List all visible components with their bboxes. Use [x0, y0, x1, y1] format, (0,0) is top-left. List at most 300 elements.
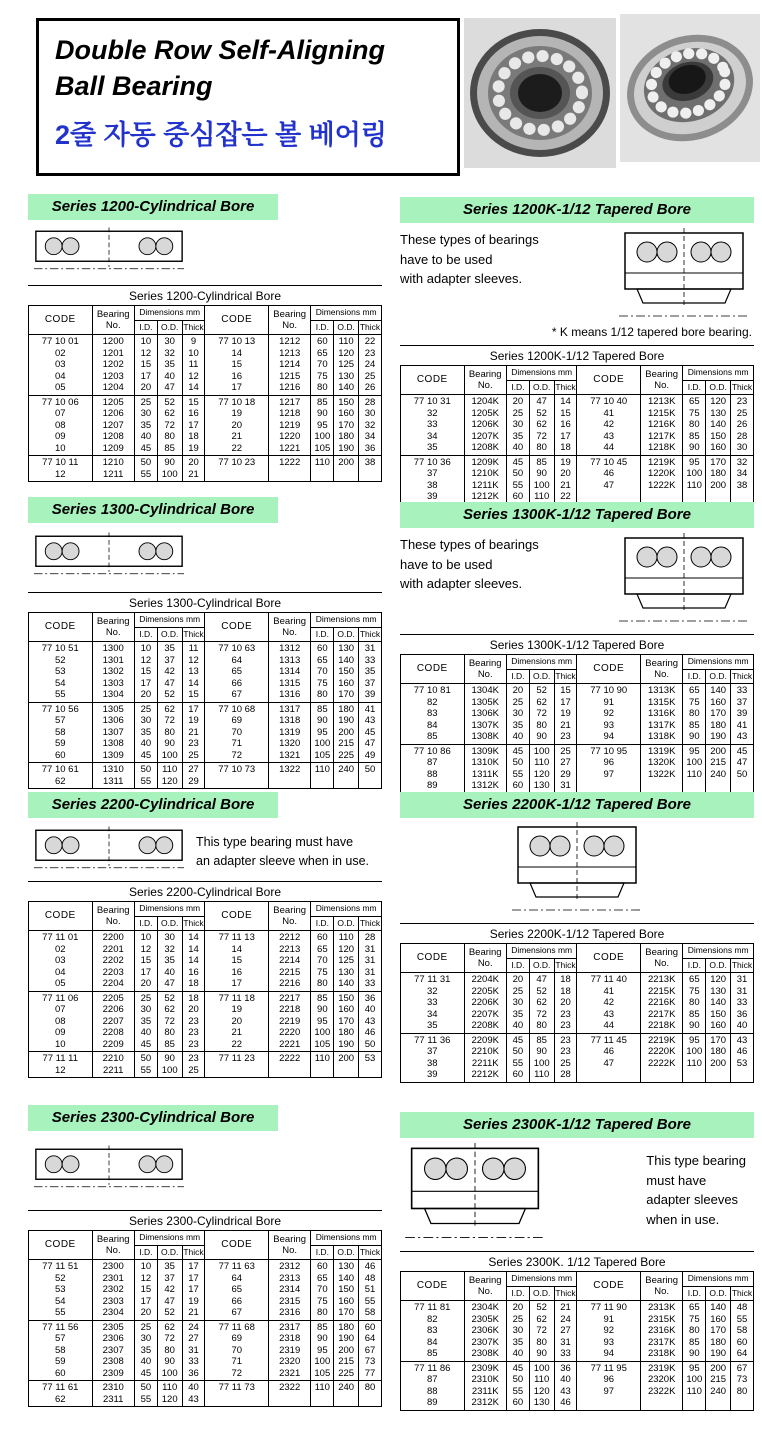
bearing-no-cell: 2300 2301 2302 2303 2304 — [92, 1260, 134, 1321]
od-cell: 140 160 170 180 190 — [706, 684, 731, 745]
col-header-id: I.D. — [311, 627, 334, 642]
diagram-and-note — [28, 823, 382, 875]
spec-row-group — [401, 744, 754, 793]
spec-table-2300 — [28, 1230, 382, 1407]
od-cell: 52 62 72 80 90 — [529, 1301, 554, 1362]
col-header-id: I.D. — [506, 669, 529, 684]
id-cell: 60 65 70 75 80 — [311, 335, 334, 396]
spec-row-group — [401, 1301, 754, 1362]
bearing-cross-section-icon — [34, 226, 184, 274]
code-cell: 77 11 90 91 92 93 94 — [577, 1301, 641, 1362]
table-title-1300k: Series 1300K-1/12 Tapered Bore — [400, 634, 754, 654]
col-header-code: CODE — [401, 655, 465, 684]
page-title-korean: 2줄 자동 중심잡는 볼 베어링 — [55, 120, 387, 151]
bearing-cross-section-icon — [34, 1137, 184, 1199]
col-header-thick: Thick — [731, 669, 754, 684]
id-cell: 65 75 80 85 90 — [683, 684, 706, 745]
od-cell: 150 160 170 180 190 — [334, 991, 359, 1052]
thick-cell: 15 17 19 21 23 — [554, 684, 577, 745]
section-2200 — [28, 792, 382, 1078]
thick-cell: 20 21 — [182, 456, 205, 482]
bearing-no-cell: 2200 2201 2202 2203 2204 — [92, 931, 134, 992]
diagram-wrap — [34, 529, 382, 586]
od-cell: 100 110 120 130 — [529, 1361, 554, 1410]
id-cell: 10 12 15 17 20 — [134, 642, 157, 703]
col-header-dimensions: Dimensions mm — [506, 366, 577, 381]
note-line: when in use. — [646, 1211, 720, 1227]
thick-cell: 24 27 31 33 36 — [182, 1320, 205, 1381]
bearing-no-cell: 2313K 2315K 2316K 2317K 2318K — [641, 1301, 683, 1362]
col-header-od: O.D. — [157, 1245, 182, 1260]
od-cell: 140 160 170 180 190 — [706, 1301, 731, 1362]
id-cell: 45 50 55 60 — [506, 1033, 529, 1082]
col-header-bearing: Bearing No. — [641, 944, 683, 973]
col-header-id: I.D. — [134, 1245, 157, 1260]
col-header-id: I.D. — [683, 380, 706, 395]
col-header-thick: Thick — [731, 958, 754, 973]
code-cell: 77 10 13 14 15 16 17 — [205, 335, 269, 396]
col-header-bearing: Bearing No. — [269, 613, 311, 642]
bearing-no-cell: 2305 2306 2307 2308 2309 — [92, 1320, 134, 1381]
bearing-no-cell: 2309K 2310K 2311K 2312K — [464, 1361, 506, 1410]
thick-cell: 23 25 — [182, 1052, 205, 1078]
id-cell: 65 75 80 85 90 — [683, 973, 706, 1034]
code-cell: 77 10 45 46 47 — [577, 455, 641, 504]
id-cell: 110 — [311, 1052, 334, 1078]
col-header-code: CODE — [577, 366, 641, 395]
page-title-line1: Double Row Self-Aligning — [55, 35, 385, 65]
code-cell: 77 10 68 69 70 71 72 — [205, 702, 269, 763]
col-header-code: CODE — [577, 655, 641, 684]
bearing-no-cell: 1305 1306 1307 1308 1309 — [92, 702, 134, 763]
bearing-adapter-diagram-icon — [507, 822, 647, 917]
section-banner-2200k: Series 2200K-1/12 Tapered Bore — [400, 792, 754, 818]
note-and-diagram — [400, 533, 754, 628]
id-cell: 45 50 55 60 — [506, 744, 529, 793]
code-cell: 77 11 45 46 47 — [577, 1033, 641, 1082]
col-header-id: I.D. — [311, 916, 334, 931]
id-cell: 95 100 110 — [683, 1361, 706, 1410]
thick-cell: 33 37 39 41 43 — [731, 684, 754, 745]
table-title-2300k: Series 2300K. 1/12 Tapered Bore — [400, 1251, 754, 1271]
thick-cell: 31 33 35 37 39 — [359, 642, 382, 703]
col-header-code: CODE — [401, 366, 465, 395]
od-cell: 240 — [334, 763, 359, 789]
bearing-no-cell: 1209K 1210K 1211K 1212K — [464, 455, 506, 504]
spec-row-group — [29, 1260, 382, 1321]
bearing-no-cell: 1213K 1215K 1216K 1217K 1218K — [641, 395, 683, 456]
thick-cell: 67 73 80 — [731, 1361, 754, 1410]
code-cell: 77 11 13 14 15 16 17 — [205, 931, 269, 992]
col-header-bearing: Bearing No. — [464, 944, 506, 973]
od-cell: 47 52 62 72 80 — [529, 395, 554, 456]
bearing-no-cell: 1217 1218 1219 1220 1221 — [269, 395, 311, 456]
bearing-no-cell: 2212 2213 2214 2215 2216 — [269, 931, 311, 992]
col-header-dimensions: Dimensions mm — [683, 366, 754, 381]
note-line: an adapter sleeve when in use. — [196, 854, 370, 869]
spec-table-2300k — [400, 1271, 754, 1411]
id-cell: 50 55 — [134, 1052, 157, 1078]
spec-row-group — [29, 1052, 382, 1078]
table-title-1200: Series 1200-Cylindrical Bore — [28, 285, 382, 305]
note-line: These types of bearings — [400, 537, 539, 552]
col-header-od: O.D. — [157, 916, 182, 931]
col-header-code: CODE — [29, 306, 93, 335]
bearing-no-cell: 2217 2218 2219 2220 2221 — [269, 991, 311, 1052]
bearing-no-cell: 2322 — [269, 1381, 311, 1407]
code-cell: 77 11 11 12 — [29, 1052, 93, 1078]
spec-row-group — [29, 1381, 382, 1407]
thick-cell: 38 — [359, 456, 382, 482]
bearing-no-cell: 1205 1206 1207 1208 1209 — [92, 395, 134, 456]
col-header-bearing: Bearing No. — [269, 902, 311, 931]
od-cell: 130 140 150 160 170 — [334, 642, 359, 703]
col-header-bearing: Bearing No. — [269, 1231, 311, 1260]
bearing-adapter-diagram-icon — [614, 533, 754, 628]
id-cell: 65 75 80 85 90 — [683, 395, 706, 456]
code-cell: 77 10 11 12 — [29, 456, 93, 482]
od-cell: 47 52 62 72 80 — [529, 973, 554, 1034]
code-cell: 77 10 01 02 03 04 05 — [29, 335, 93, 396]
col-header-od: O.D. — [529, 380, 554, 395]
od-cell: 52 62 72 80 85 — [157, 395, 182, 456]
thick-cell: 43 46 53 — [731, 1033, 754, 1082]
col-header-dimensions: Dimensions mm — [311, 1231, 382, 1246]
spec-row-group — [29, 931, 382, 992]
col-header-bearing: Bearing No. — [464, 655, 506, 684]
table-title-2200k: Series 2200K-1/12 Tapered Bore — [400, 923, 754, 943]
adapter-sleeve-note — [646, 1151, 746, 1229]
bearing-no-cell: 2219K 2220K 2222K — [641, 1033, 683, 1082]
id-cell: 60 65 70 75 80 — [311, 642, 334, 703]
code-cell: 77 10 18 19 20 21 22 — [205, 395, 269, 456]
od-cell: 100 110 120 130 — [529, 744, 554, 793]
id-cell: 25 30 35 40 45 — [134, 702, 157, 763]
note-line: This type bearing — [646, 1153, 746, 1168]
section-banner-2200: Series 2200-Cylindrical Bore — [28, 792, 278, 818]
section-2200k — [400, 792, 754, 1083]
bearing-no-cell: 2312 2313 2314 2315 2316 — [269, 1260, 311, 1321]
col-header-dimensions: Dimensions mm — [311, 902, 382, 917]
thick-cell: 40 43 — [182, 1381, 205, 1407]
code-cell: 77 11 61 62 — [29, 1381, 93, 1407]
col-header-thick: Thick — [359, 916, 382, 931]
note-line: with adapter sleeves. — [400, 271, 523, 286]
thick-cell: 31 31 33 36 40 — [731, 973, 754, 1034]
col-header-id: I.D. — [506, 380, 529, 395]
id-cell: 25 30 35 40 45 — [134, 1320, 157, 1381]
section-2300 — [28, 1105, 382, 1407]
col-header-id: I.D. — [134, 916, 157, 931]
spec-row-group — [401, 1361, 754, 1410]
col-header-id: I.D. — [683, 669, 706, 684]
col-header-dimensions: Dimensions mm — [683, 1272, 754, 1287]
code-cell: 77 11 56 57 58 59 60 — [29, 1320, 93, 1381]
section-1300k — [400, 502, 754, 794]
bearing-no-cell: 1313K 1315K 1316K 1317K 1318K — [641, 684, 683, 745]
code-cell: 77 10 40 41 42 43 44 — [577, 395, 641, 456]
od-cell: 35 37 42 47 52 — [157, 1260, 182, 1321]
adapter-sleeve-note — [400, 230, 539, 289]
od-cell: 180 190 200 215 225 — [334, 702, 359, 763]
col-header-od: O.D. — [706, 380, 731, 395]
col-header-code: CODE — [401, 1272, 465, 1301]
od-cell: 200 215 240 — [706, 1361, 731, 1410]
bearing-no-cell: 1304K 1305K 1306K 1307K 1308K — [464, 684, 506, 745]
note-line: must have — [646, 1172, 707, 1188]
thick-cell: 32 34 38 — [731, 455, 754, 504]
section-1200 — [28, 194, 382, 482]
col-header-od: O.D. — [334, 627, 359, 642]
table-title-1300: Series 1300-Cylindrical Bore — [28, 592, 382, 612]
bearing-no-cell: 2213K 2215K 2216K 2217K 2218K — [641, 973, 683, 1034]
col-header-id: I.D. — [506, 1286, 529, 1301]
spec-table-1300 — [28, 612, 382, 789]
od-cell: 85 90 100 110 — [529, 1033, 554, 1082]
od-cell: 150 160 170 180 190 — [334, 395, 359, 456]
col-header-bearing: Bearing No. — [464, 366, 506, 395]
col-header-thick: Thick — [554, 1286, 577, 1301]
spec-table-2200 — [28, 901, 382, 1078]
od-cell: 35 37 42 47 52 — [157, 642, 182, 703]
col-header-code: CODE — [205, 902, 269, 931]
code-cell: 77 10 06 07 08 09 10 — [29, 395, 93, 456]
col-header-bearing: Bearing No. — [641, 655, 683, 684]
col-header-thick: Thick — [182, 916, 205, 931]
od-cell: 180 190 200 215 225 — [334, 1320, 359, 1381]
id-cell: 20 25 30 35 40 — [506, 1301, 529, 1362]
code-cell: 77 10 81 82 83 84 85 — [401, 684, 465, 745]
bearing-photos — [464, 14, 760, 180]
thick-cell: 28 31 31 31 33 — [359, 931, 382, 992]
col-header-dimensions: Dimensions mm — [311, 613, 382, 628]
od-cell: 200 215 240 — [706, 744, 731, 793]
col-header-id: I.D. — [134, 627, 157, 642]
col-header-code: CODE — [401, 944, 465, 973]
id-cell: 20 25 30 35 40 — [506, 684, 529, 745]
note-line: adapter sleeves — [646, 1192, 739, 1207]
spec-table-2200k — [400, 943, 754, 1083]
code-cell: 77 10 23 — [205, 456, 269, 482]
id-cell: 110 — [311, 763, 334, 789]
thick-cell: 21 24 27 31 33 — [554, 1301, 577, 1362]
col-header-thick: Thick — [182, 627, 205, 642]
thick-cell: 36 40 43 46 50 — [359, 991, 382, 1052]
adapter-sleeve-note — [196, 833, 369, 872]
bearing-photo-front — [464, 14, 616, 172]
id-cell: 95 100 110 — [683, 1033, 706, 1082]
bearing-no-cell: 2210 2211 — [92, 1052, 134, 1078]
col-header-od: O.D. — [529, 958, 554, 973]
page-title-line2: Ball Bearing — [55, 70, 213, 101]
col-header-od: O.D. — [706, 1286, 731, 1301]
col-header-dimensions: Dimensions mm — [683, 655, 754, 670]
od-cell: 90 100 — [157, 456, 182, 482]
code-cell: 77 11 23 — [205, 1052, 269, 1078]
thick-cell: 18 20 23 23 23 — [182, 991, 205, 1052]
od-cell: 30 32 35 40 47 — [157, 931, 182, 992]
code-cell: 77 11 73 — [205, 1381, 269, 1407]
od-cell: 90 100 — [157, 1052, 182, 1078]
od-cell: 110 120 — [157, 1381, 182, 1407]
diagram-and-note — [400, 1143, 754, 1245]
spec-row-group — [29, 763, 382, 789]
thick-cell: 19 20 21 22 — [554, 455, 577, 504]
col-header-dimensions: Dimensions mm — [134, 1231, 205, 1246]
section-banner-2300: Series 2300-Cylindrical Bore — [28, 1105, 278, 1131]
bearing-no-cell: 1210 1211 — [92, 456, 134, 482]
thick-cell: 14 15 16 17 18 — [554, 395, 577, 456]
id-cell: 50 55 — [134, 456, 157, 482]
thick-cell: 15 16 17 18 19 — [182, 395, 205, 456]
bearing-no-cell: 1222 — [269, 456, 311, 482]
id-cell: 60 65 70 75 80 — [311, 1260, 334, 1321]
id-cell: 95 100 110 — [683, 744, 706, 793]
od-cell: 170 180 200 — [706, 1033, 731, 1082]
bearing-adapter-diagram-icon — [400, 1143, 550, 1245]
col-header-code: CODE — [205, 1231, 269, 1260]
col-header-dimensions: Dimensions mm — [134, 613, 205, 628]
id-cell: 50 55 — [134, 763, 157, 789]
od-cell: 200 — [334, 456, 359, 482]
col-header-od: O.D. — [706, 669, 731, 684]
thick-cell: 23 25 26 28 30 — [731, 395, 754, 456]
col-header-od: O.D. — [334, 1245, 359, 1260]
col-header-bearing: Bearing No. — [92, 1231, 134, 1260]
id-cell: 25 30 35 40 45 — [134, 395, 157, 456]
col-header-id: I.D. — [683, 958, 706, 973]
id-cell: 110 — [311, 456, 334, 482]
thick-cell: 46 48 51 55 58 — [359, 1260, 382, 1321]
id-cell: 10 12 15 17 20 — [134, 335, 157, 396]
od-cell: 62 72 80 90 100 — [157, 702, 182, 763]
od-cell: 85 90 100 110 — [529, 455, 554, 504]
code-cell: 77 10 61 62 — [29, 763, 93, 789]
od-cell: 170 180 200 — [706, 455, 731, 504]
note-line: have to be used — [400, 251, 493, 267]
note-line: have to be used — [400, 556, 493, 572]
col-header-od: O.D. — [529, 1286, 554, 1301]
section-banner-1200: Series 1200-Cylindrical Bore — [28, 194, 278, 220]
diagram-wrap — [34, 226, 382, 279]
col-header-bearing: Bearing No. — [92, 306, 134, 335]
code-cell: 77 10 36 37 38 39 — [401, 455, 465, 504]
id-cell: 45 50 55 60 — [506, 455, 529, 504]
id-cell: 20 25 30 35 40 — [506, 973, 529, 1034]
col-header-bearing: Bearing No. — [269, 306, 311, 335]
od-cell: 52 62 72 80 85 — [157, 991, 182, 1052]
col-header-od: O.D. — [334, 916, 359, 931]
col-header-id: I.D. — [311, 1245, 334, 1260]
col-header-dimensions: Dimensions mm — [311, 306, 382, 321]
code-cell: 77 10 90 91 92 93 94 — [577, 684, 641, 745]
col-header-thick: Thick — [359, 627, 382, 642]
col-header-id: I.D. — [311, 320, 334, 335]
col-header-thick: Thick — [554, 958, 577, 973]
thick-cell: 27 29 — [182, 763, 205, 789]
spec-row-group — [401, 684, 754, 745]
od-cell: 240 — [334, 1381, 359, 1407]
col-header-thick: Thick — [554, 669, 577, 684]
thick-cell: 80 — [359, 1381, 382, 1407]
col-header-bearing: Bearing No. — [464, 1272, 506, 1301]
section-1200k — [400, 197, 754, 505]
id-cell: 25 30 35 40 45 — [134, 991, 157, 1052]
col-header-thick: Thick — [731, 380, 754, 395]
col-header-bearing: Bearing No. — [92, 613, 134, 642]
k-meaning-note: * K means 1/12 tapered bore bearing. — [551, 325, 752, 339]
id-cell: 110 — [311, 1381, 334, 1407]
bearing-no-cell: 1300 1301 1302 1303 1304 — [92, 642, 134, 703]
table-title-2300: Series 2300-Cylindrical Bore — [28, 1210, 382, 1230]
od-cell: 110 120 — [157, 763, 182, 789]
id-cell: 20 25 30 35 40 — [506, 395, 529, 456]
note-line: with adapter sleeves. — [400, 576, 523, 591]
id-cell: 95 100 110 — [683, 455, 706, 504]
code-cell: 77 10 86 87 88 89 — [401, 744, 465, 793]
od-cell: 120 130 140 150 160 — [706, 973, 731, 1034]
od-cell: 110 120 125 130 140 — [334, 335, 359, 396]
od-cell: 30 32 35 40 47 — [157, 335, 182, 396]
od-cell: 110 120 125 130 140 — [334, 931, 359, 992]
thick-cell: 50 — [359, 763, 382, 789]
thick-cell: 17 17 17 19 21 — [182, 1260, 205, 1321]
bearing-no-cell: 2317 2318 2319 2320 2321 — [269, 1320, 311, 1381]
spec-row-group — [29, 1320, 382, 1381]
thick-cell: 36 40 43 46 — [554, 1361, 577, 1410]
bearing-no-cell: 2209K 2210K 2211K 2212K — [464, 1033, 506, 1082]
od-cell: 130 140 150 160 170 — [334, 1260, 359, 1321]
col-header-od: O.D. — [529, 669, 554, 684]
code-cell: 77 10 31 32 33 34 35 — [401, 395, 465, 456]
section-2300k — [400, 1112, 754, 1411]
col-header-thick: Thick — [554, 380, 577, 395]
code-cell: 77 11 06 07 08 09 10 — [29, 991, 93, 1052]
bearing-no-cell: 1204K 1205K 1206K 1207K 1208K — [464, 395, 506, 456]
code-cell: 77 10 51 52 53 54 55 — [29, 642, 93, 703]
col-header-bearing: Bearing No. — [92, 902, 134, 931]
thick-cell: 18 18 20 23 23 — [554, 973, 577, 1034]
col-header-od: O.D. — [157, 627, 182, 642]
spec-row-group — [29, 702, 382, 763]
thick-cell: 41 43 45 47 49 — [359, 702, 382, 763]
spec-table-1300k — [400, 654, 754, 794]
od-cell: 200 — [334, 1052, 359, 1078]
spec-table-1200k — [400, 365, 754, 505]
col-header-code: CODE — [577, 944, 641, 973]
bearing-adapter-diagram-icon — [614, 228, 754, 323]
col-header-code: CODE — [577, 1272, 641, 1301]
code-cell: 77 10 63 64 65 66 67 — [205, 642, 269, 703]
spec-row-group — [29, 395, 382, 456]
thick-cell: 48 55 58 60 64 — [731, 1301, 754, 1362]
col-header-code: CODE — [205, 613, 269, 642]
adapter-sleeve-note — [400, 535, 539, 594]
col-header-id: I.D. — [506, 958, 529, 973]
bearing-no-cell: 2304K 2305K 2306K 2307K 2308K — [464, 1301, 506, 1362]
col-header-thick: Thick — [359, 1245, 382, 1260]
code-cell: 77 11 18 19 20 21 22 — [205, 991, 269, 1052]
col-header-code: CODE — [29, 902, 93, 931]
thick-cell: 11 12 13 14 15 — [182, 642, 205, 703]
code-cell: 77 10 56 57 58 59 60 — [29, 702, 93, 763]
bearing-no-cell: 1310 1311 — [92, 763, 134, 789]
od-cell: 120 130 140 150 160 — [706, 395, 731, 456]
section-banner-1200k: Series 1200K-1/12 Tapered Bore — [400, 197, 754, 223]
code-cell: 77 11 63 64 65 66 67 — [205, 1260, 269, 1321]
note-and-diagram — [400, 228, 754, 323]
id-cell: 85 90 95 100 105 — [311, 702, 334, 763]
